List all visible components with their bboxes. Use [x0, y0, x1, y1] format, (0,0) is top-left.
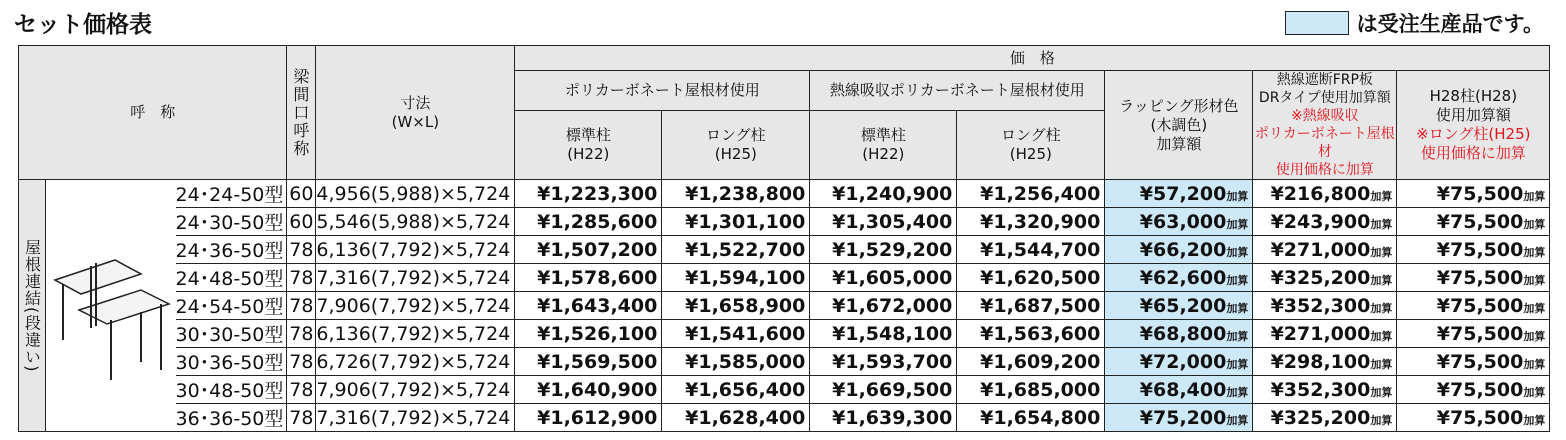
beam-size: 78 — [287, 264, 316, 292]
h28-add-value: ¥75,500 — [1436, 266, 1524, 289]
price-table — [18, 45, 1550, 432]
add-suffix: 加算 — [1226, 385, 1249, 399]
h28-add-value: ¥75,500 — [1436, 406, 1524, 429]
price-pc-long: ¥1,301,100 — [662, 208, 810, 236]
wrap-add-value: ¥72,000 — [1139, 350, 1227, 373]
frp-add-value: ¥216,800 — [1270, 182, 1371, 205]
frp-add — [1253, 264, 1397, 292]
header-line: 標準柱 — [565, 126, 611, 145]
dimensions: 6,726(7,792)×5,724 — [316, 348, 515, 376]
price-heat-standard: ¥1,669,500 — [810, 376, 957, 404]
header-heat-pc: 熱線吸収ポリカーボネート屋根材使用 — [810, 71, 1105, 111]
price-pc-standard: ¥1,569,500 — [515, 348, 662, 376]
add-suffix: 加算 — [1523, 301, 1546, 315]
table-row — [19, 292, 1550, 320]
header-price: 価 格 — [515, 46, 1550, 71]
model-name: 24･36-50型 — [176, 236, 287, 264]
h28-add-value: ¥75,500 — [1436, 182, 1524, 205]
wrap-add — [1105, 180, 1253, 208]
wrap-add — [1105, 264, 1253, 292]
wrap-add — [1105, 292, 1253, 320]
header-line: (H25) — [714, 145, 757, 164]
price-pc-long: ¥1,541,600 — [662, 320, 810, 348]
legend-text: は受注生産品です。 — [1356, 12, 1544, 36]
wrap-add-value: ¥57,200 — [1139, 182, 1227, 205]
price-pc-long: ¥1,628,400 — [662, 404, 810, 432]
price-heat-standard: ¥1,605,000 — [810, 264, 957, 292]
header-wrap-line: ラッピング形材色 — [1119, 96, 1239, 115]
header-frp-line: DRタイプ使用加算額 — [1258, 90, 1391, 106]
add-suffix: 加算 — [1370, 189, 1393, 203]
beam-char: 梁 — [293, 66, 310, 86]
h28-add-value: ¥75,500 — [1436, 210, 1524, 233]
frp-add — [1253, 376, 1397, 404]
wrap-add — [1105, 320, 1253, 348]
price-pc-long: ¥1,238,800 — [662, 180, 810, 208]
h28-add-value: ¥75,500 — [1436, 238, 1524, 261]
header-line: ロング柱 — [705, 126, 766, 145]
dimensions: 7,316(7,792)×5,724 — [316, 404, 515, 432]
header-wrap — [1105, 71, 1253, 180]
carport-illustration-icon — [49, 218, 173, 388]
price-heat-standard: ¥1,672,000 — [810, 292, 957, 320]
header-size — [316, 46, 515, 180]
h28-add — [1397, 376, 1550, 404]
table-row — [19, 348, 1550, 376]
price-heat-standard: ¥1,593,700 — [810, 348, 957, 376]
header-frp-note: ポリカーボネート屋根材 — [1254, 126, 1395, 160]
frp-add-value: ¥325,200 — [1270, 406, 1371, 429]
wrap-add — [1105, 348, 1253, 376]
add-suffix: 加算 — [1370, 329, 1393, 343]
wrap-add-value: ¥68,800 — [1139, 322, 1227, 345]
side-label-text: 屋根連結(段違い) — [22, 238, 42, 373]
header-size-line: 寸法 — [400, 93, 431, 112]
price-pc-standard: ¥1,223,300 — [515, 180, 662, 208]
h28-add — [1397, 320, 1550, 348]
add-suffix: 加算 — [1370, 273, 1393, 287]
header-beam — [287, 46, 316, 180]
dimensions: 7,906(7,792)×5,724 — [316, 376, 515, 404]
beam-size: 78 — [287, 236, 316, 264]
add-suffix: 加算 — [1370, 413, 1393, 427]
wrap-add — [1105, 208, 1253, 236]
price-heat-long: ¥1,685,000 — [957, 376, 1105, 404]
header-h28-line: 使用加算額 — [1435, 106, 1511, 124]
model-name: 36･36-50型 — [176, 404, 287, 432]
header-wrap-line: (木調色) — [1150, 115, 1208, 134]
wrap-add-value: ¥68,400 — [1139, 378, 1227, 401]
beam-size: 78 — [287, 292, 316, 320]
price-heat-standard: ¥1,240,900 — [810, 180, 957, 208]
h28-add — [1397, 208, 1550, 236]
add-suffix: 加算 — [1226, 413, 1249, 427]
legend — [1285, 8, 1544, 38]
side-label — [19, 180, 46, 432]
add-suffix: 加算 — [1226, 245, 1249, 259]
frp-add-value: ¥271,000 — [1270, 322, 1371, 345]
price-pc-standard: ¥1,612,900 — [515, 404, 662, 432]
wrap-add-value: ¥75,200 — [1139, 406, 1227, 429]
wrap-add — [1105, 236, 1253, 264]
header-h28-note: 使用価格に加算 — [1420, 144, 1526, 162]
price-pc-long: ¥1,594,100 — [662, 264, 810, 292]
frp-add — [1253, 320, 1397, 348]
beam-char: 口 — [293, 102, 310, 122]
price-heat-standard: ¥1,529,200 — [810, 236, 957, 264]
beam-size: 78 — [287, 348, 316, 376]
frp-add-value: ¥352,300 — [1270, 378, 1371, 401]
beam-size: 60 — [287, 180, 316, 208]
price-heat-long: ¥1,320,900 — [957, 208, 1105, 236]
price-pc-long: ¥1,585,000 — [662, 348, 810, 376]
h28-add — [1397, 348, 1550, 376]
wrap-add-value: ¥62,600 — [1139, 266, 1227, 289]
table-row — [19, 376, 1550, 404]
price-pc-standard: ¥1,285,600 — [515, 208, 662, 236]
beam-char: 間 — [293, 84, 310, 104]
price-heat-long: ¥1,654,800 — [957, 404, 1105, 432]
header-heat-long — [957, 111, 1105, 180]
model-name: 24･48-50型 — [176, 264, 287, 292]
price-pc-long: ¥1,522,700 — [662, 236, 810, 264]
dimensions: 7,316(7,792)×5,724 — [316, 264, 515, 292]
beam-size: 60 — [287, 208, 316, 236]
beam-size: 78 — [287, 404, 316, 432]
header-pc-std — [515, 111, 662, 180]
wrap-add — [1105, 376, 1253, 404]
frp-add-value: ¥298,100 — [1270, 350, 1371, 373]
h28-add-value: ¥75,500 — [1436, 350, 1524, 373]
carport-illustration-cell — [46, 180, 176, 432]
header-h28 — [1397, 71, 1550, 180]
price-pc-standard: ¥1,507,200 — [515, 236, 662, 264]
h28-add — [1397, 292, 1550, 320]
price-heat-long: ¥1,256,400 — [957, 180, 1105, 208]
price-pc-long: ¥1,656,400 — [662, 376, 810, 404]
header-line: (H22) — [862, 145, 905, 164]
header-line: (H25) — [1009, 145, 1052, 164]
model-name: 30･30-50型 — [176, 320, 287, 348]
frp-add — [1253, 292, 1397, 320]
add-suffix: 加算 — [1226, 273, 1249, 287]
price-pc-standard: ¥1,578,600 — [515, 264, 662, 292]
frp-add-value: ¥325,200 — [1270, 266, 1371, 289]
dimensions: 4,956(5,988)×5,724 — [316, 180, 515, 208]
wrap-add-value: ¥66,200 — [1139, 238, 1227, 261]
beam-size: 78 — [287, 320, 316, 348]
header-h28-line: H28柱(H28) — [1429, 87, 1518, 105]
h28-add-value: ¥75,500 — [1436, 322, 1524, 345]
header-line: 標準柱 — [860, 126, 906, 145]
add-suffix: 加算 — [1226, 189, 1249, 203]
dimensions: 7,906(7,792)×5,724 — [316, 292, 515, 320]
table-row — [19, 404, 1550, 432]
header-pc: ポリカーボネート屋根材使用 — [515, 71, 810, 111]
add-suffix: 加算 — [1523, 413, 1546, 427]
add-suffix: 加算 — [1370, 385, 1393, 399]
table-row — [19, 320, 1550, 348]
add-suffix: 加算 — [1523, 385, 1546, 399]
wrap-add — [1105, 404, 1253, 432]
price-pc-standard: ¥1,526,100 — [515, 320, 662, 348]
add-suffix: 加算 — [1523, 189, 1546, 203]
model-name: 30･36-50型 — [176, 348, 287, 376]
wrap-add-value: ¥65,200 — [1139, 294, 1227, 317]
model-name: 24･54-50型 — [176, 292, 287, 320]
add-suffix: 加算 — [1226, 217, 1249, 231]
add-suffix: 加算 — [1370, 301, 1393, 315]
header-line: (H22) — [567, 145, 610, 164]
dimensions: 6,136(7,792)×5,724 — [316, 236, 515, 264]
add-suffix: 加算 — [1226, 329, 1249, 343]
add-suffix: 加算 — [1523, 273, 1546, 287]
price-heat-standard: ¥1,639,300 — [810, 404, 957, 432]
h28-add — [1397, 264, 1550, 292]
price-heat-standard: ¥1,305,400 — [810, 208, 957, 236]
frp-add — [1253, 208, 1397, 236]
table-row — [19, 236, 1550, 264]
price-pc-long: ¥1,658,900 — [662, 292, 810, 320]
frp-add-value: ¥243,900 — [1270, 210, 1371, 233]
header-line: ロング柱 — [1000, 126, 1061, 145]
frp-add-value: ¥271,000 — [1270, 238, 1371, 261]
add-suffix: 加算 — [1523, 357, 1546, 371]
table-row — [19, 264, 1550, 292]
h28-add — [1397, 180, 1550, 208]
header-frp-line: 熱線遮断FRP板 — [1276, 72, 1373, 88]
header-name: 呼 称 — [19, 46, 287, 180]
made-to-order-swatch — [1285, 11, 1349, 35]
header-frp-note: ※熱線吸収 — [1290, 108, 1359, 124]
add-suffix: 加算 — [1523, 245, 1546, 259]
price-rows — [19, 180, 1550, 432]
add-suffix: 加算 — [1370, 357, 1393, 371]
add-suffix: 加算 — [1226, 357, 1249, 371]
add-suffix: 加算 — [1226, 301, 1249, 315]
h28-add — [1397, 236, 1550, 264]
frp-add — [1253, 180, 1397, 208]
beam-char: 呼 — [293, 120, 310, 140]
price-heat-long: ¥1,563,600 — [957, 320, 1105, 348]
add-suffix: 加算 — [1523, 329, 1546, 343]
beam-size: 78 — [287, 376, 316, 404]
beam-char: 称 — [293, 138, 310, 158]
dimensions: 5,546(5,988)×5,724 — [316, 208, 515, 236]
header-size-line: (W×L) — [391, 112, 440, 131]
price-heat-long: ¥1,609,200 — [957, 348, 1105, 376]
header-frp — [1253, 71, 1397, 180]
frp-add — [1253, 404, 1397, 432]
model-name: 30･48-50型 — [176, 376, 287, 404]
header-pc-long — [662, 111, 810, 180]
add-suffix: 加算 — [1523, 217, 1546, 231]
table-row — [19, 208, 1550, 236]
frp-add-value: ¥352,300 — [1270, 294, 1371, 317]
model-name: 24･30-50型 — [176, 208, 287, 236]
h28-add-value: ¥75,500 — [1436, 294, 1524, 317]
add-suffix: 加算 — [1370, 245, 1393, 259]
h28-add-value: ¥75,500 — [1436, 378, 1524, 401]
frp-add — [1253, 236, 1397, 264]
price-pc-standard: ¥1,640,900 — [515, 376, 662, 404]
price-heat-long: ¥1,544,700 — [957, 236, 1105, 264]
model-name: 24･24-50型 — [176, 180, 287, 208]
price-heat-long: ¥1,687,500 — [957, 292, 1105, 320]
add-suffix: 加算 — [1370, 217, 1393, 231]
header-heat-std — [810, 111, 957, 180]
header-wrap-line: 加算額 — [1156, 134, 1202, 153]
h28-add — [1397, 404, 1550, 432]
table-row — [19, 180, 1550, 208]
price-pc-standard: ¥1,643,400 — [515, 292, 662, 320]
page-title: セット価格表 — [14, 12, 152, 38]
wrap-add-value: ¥63,000 — [1139, 210, 1227, 233]
frp-add — [1253, 348, 1397, 376]
dimensions: 6,136(7,792)×5,724 — [316, 320, 515, 348]
price-heat-standard: ¥1,548,100 — [810, 320, 957, 348]
header-frp-note: 使用価格に加算 — [1275, 162, 1374, 178]
header-h28-note: ※ロング柱(H25) — [1416, 125, 1531, 143]
price-heat-long: ¥1,620,500 — [957, 264, 1105, 292]
